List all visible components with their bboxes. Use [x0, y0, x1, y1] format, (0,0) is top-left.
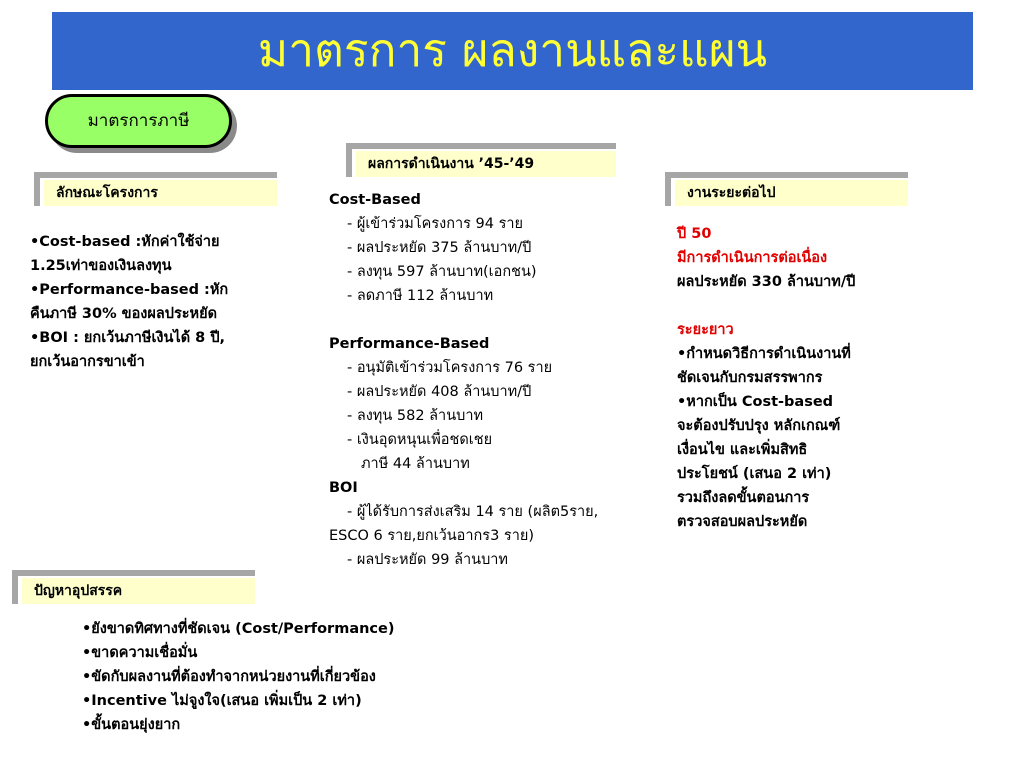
characteristics-list — [30, 230, 228, 374]
list-item: - ผลประหยัด 375 ล้านบาท/ปี — [347, 240, 532, 256]
results-heading: Performance-Based — [329, 336, 490, 352]
list-item: เงื่อนไข และเพิ่มสิทธิ — [677, 442, 808, 458]
tax-measures-pill — [45, 94, 232, 148]
list-item: - ลดภาษี 112 ล้านบาท — [347, 288, 494, 304]
list-item: - ผู้ได้รับการส่งเสริม 14 ราย (ผลิต5ราย, — [347, 504, 599, 520]
list-item: •Cost-based :หักค่าใช้จ่าย — [30, 234, 220, 250]
list-item: - เงินอุดหนุนเพื่อชดเชย — [347, 432, 493, 448]
section-header-label: งานระยะต่อไป — [687, 185, 776, 201]
results-list — [329, 188, 598, 572]
list-item: ยกเว้นอากรขาเข้า — [30, 354, 145, 370]
section-header-characteristics — [34, 172, 277, 206]
list-item: ESCO 6 ราย,ยกเว้นอากร3 ราย) — [329, 528, 535, 544]
list-item: •Performance-based :หัก — [30, 282, 229, 298]
list-item: คืนภาษี 30% ของผลประหยัด — [30, 306, 218, 322]
list-item: •ยังขาดทิศทางที่ชัดเจน (Cost/Performance) — [82, 621, 395, 637]
long-term-heading: ระยะยาว — [677, 322, 734, 338]
list-item: - ลงทุน 597 ล้านบาท(เอกชน) — [347, 264, 537, 280]
list-item: ภาษี 44 ล้านบาท — [361, 456, 470, 472]
list-item: - ลงทุน 582 ล้านบาท — [347, 408, 484, 424]
list-item: •หากเป็น Cost-based — [677, 394, 834, 410]
list-item: - ผลประหยัด 408 ล้านบาท/ปี — [347, 384, 532, 400]
section-header-next — [665, 172, 908, 206]
section-header-problems — [12, 570, 255, 604]
title-banner — [52, 12, 973, 90]
next-continuing: มีการดำเนินการต่อเนื่อง — [677, 250, 828, 266]
list-item: - ผลประหยัด 99 ล้านบาท — [347, 552, 508, 568]
list-item: •Incentive ไม่จูงใจ(เสนอ เพิ่มเป็น 2 เท่า) — [82, 693, 362, 709]
slide-title: มาตรการ ผลงานและแผน — [257, 23, 768, 77]
results-heading: BOI — [329, 480, 358, 496]
list-item: ตรวจสอบผลประหยัด — [677, 514, 808, 530]
list-item: จะต้องปรับปรุง หลักเกณฑ์ — [677, 418, 841, 434]
list-item: •BOI : ยกเว้นภาษีเงินได้ 8 ปี, — [30, 330, 226, 346]
list-item: รวมถึงลดขั้นตอนการ — [677, 490, 810, 506]
list-item: •ขาดความเชื่อมั่น — [82, 645, 198, 661]
problems-list — [82, 617, 394, 737]
list-item: - ผู้เข้าร่วมโครงการ 94 ราย — [347, 216, 523, 232]
list-item: - อนุมัติเข้าร่วมโครงการ 76 ราย — [347, 360, 553, 376]
section-header-results — [346, 143, 616, 177]
list-item: ประโยชน์ (เสนอ 2 เท่า) — [677, 466, 832, 482]
section-header-label: ลักษณะโครงการ — [56, 185, 158, 201]
list-item: 1.25เท่าของเงินลงทุน — [30, 258, 172, 274]
pill-label: มาตรการภาษี — [87, 111, 190, 131]
next-year: ปี 50 — [677, 226, 712, 242]
section-header-label: ปัญหาอุปสรรค — [34, 583, 123, 599]
list-item: •กำหนดวิธีการดำเนินงานที่ — [677, 346, 851, 362]
results-heading: Cost-Based — [329, 192, 421, 208]
next-savings: ผลประหยัด 330 ล้านบาท/ปี — [677, 274, 856, 290]
list-item: •ขัดกับผลงานที่ต้องทำจากหน่วยงานที่เกี่ยวข้อง — [82, 669, 376, 685]
list-item: •ขั้นตอนยุ่งยาก — [82, 717, 181, 733]
section-header-label: ผลการดำเนินงาน ’45-’49 — [368, 156, 535, 172]
list-item: ชัดเจนกับกรมสรรพากร — [677, 370, 823, 386]
next-phase-list — [677, 222, 855, 534]
